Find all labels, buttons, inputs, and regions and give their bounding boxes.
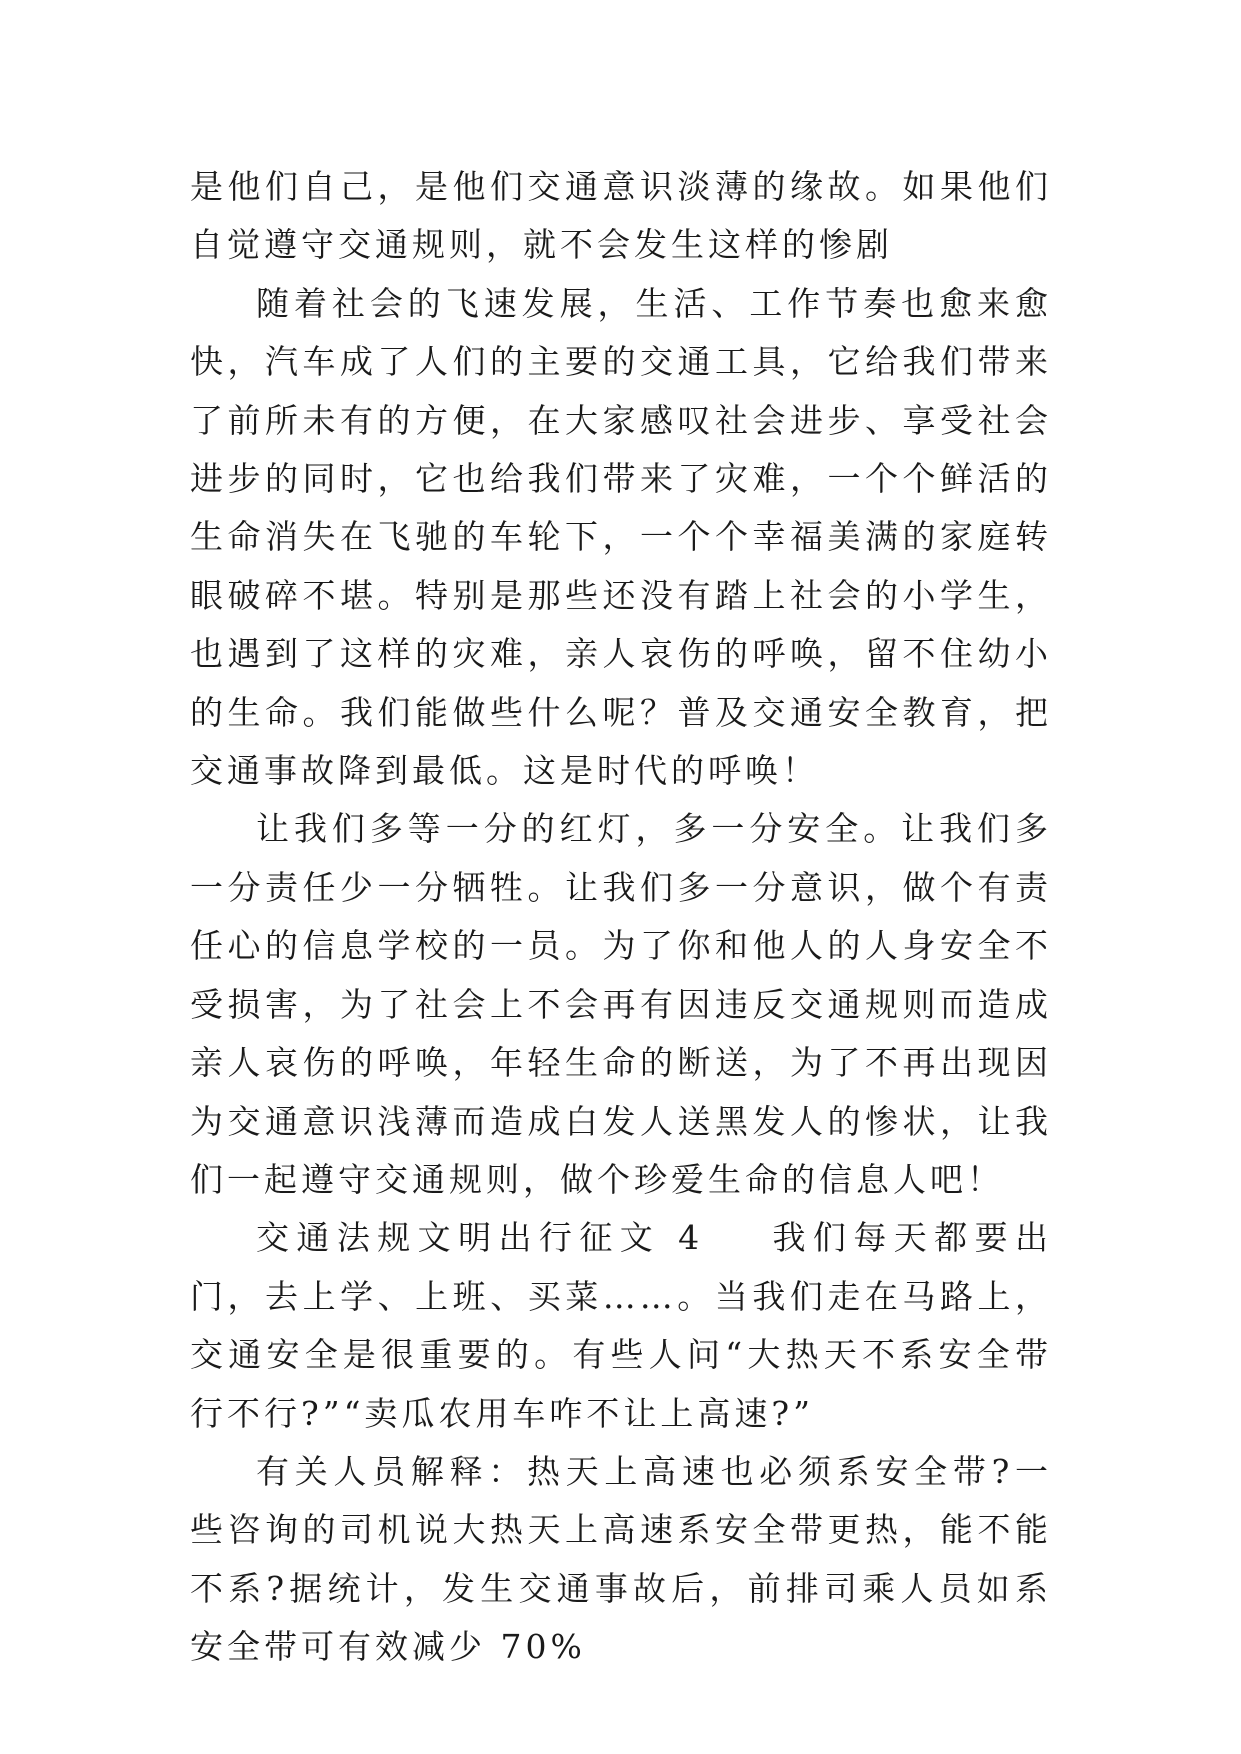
essay-heading: 交通法规文明出行征文 4 [256, 1218, 704, 1258]
paragraph-4 [190, 1209, 1052, 1443]
paragraph-1: 是他们自己，是他们交通意识淡薄的缘故。如果他们自觉遵守交通规则，就不会发生这样的惨剧 [190, 167, 1052, 265]
paragraph-2: 随着社会的飞速发展，生活、工作节奏也愈来愈快，汽车成了人们的主要的交通工具，它给我们带来了前所未有的方便，在大家感叹社会进步、享受社会进步的同时，它也给我们带来了灾难，一个个鲜活的生命消失在飞驰的车轮下，一个个幸福美满的家庭转眼破碎不堪。特别是那些还没有踏上社会的小学生，也遇到了这样的灾难，亲人哀伤的呼唤，留不住幼小的生命。我们能做些什么呢？普及交通安全教育，把交通事故降到最低。这是时代的呼唤！ [190, 283, 1052, 791]
paragraph-3: 让我们多等一分的红灯，多一分安全。让我们多一分责任少一分牺牲。让我们多一分意识，做个有责任心的信息学校的一员。为了你和他人的人身安全不受损害，为了社会上不会再有因违反交通规则而造成亲人哀伤的呼唤，年轻生命的断送，为了不再出现因为交通意识浅薄而造成白发人送黑发人的惨状，让我们一起遵守交通规则，做个珍爱生命的信息人吧！ [190, 809, 1052, 1199]
paragraph-4-text: 我们每天都要出门，去上学、上班、买菜……。当我们走在马路上，交通安全是很重要的。有些人问“大热天不系安全带行不行?”“卖瓜农用车咋不让上高速?” [190, 1218, 1052, 1433]
paragraph-5: 有关人员解释：热天上高速也必须系安全带?一些咨询的司机说大热天上高速系安全带更热，能不能不系?据统计，发生交通事故后，前排司乘人员如系安全带可有效减少 70% [190, 1451, 1052, 1667]
document-body [190, 158, 1052, 1677]
